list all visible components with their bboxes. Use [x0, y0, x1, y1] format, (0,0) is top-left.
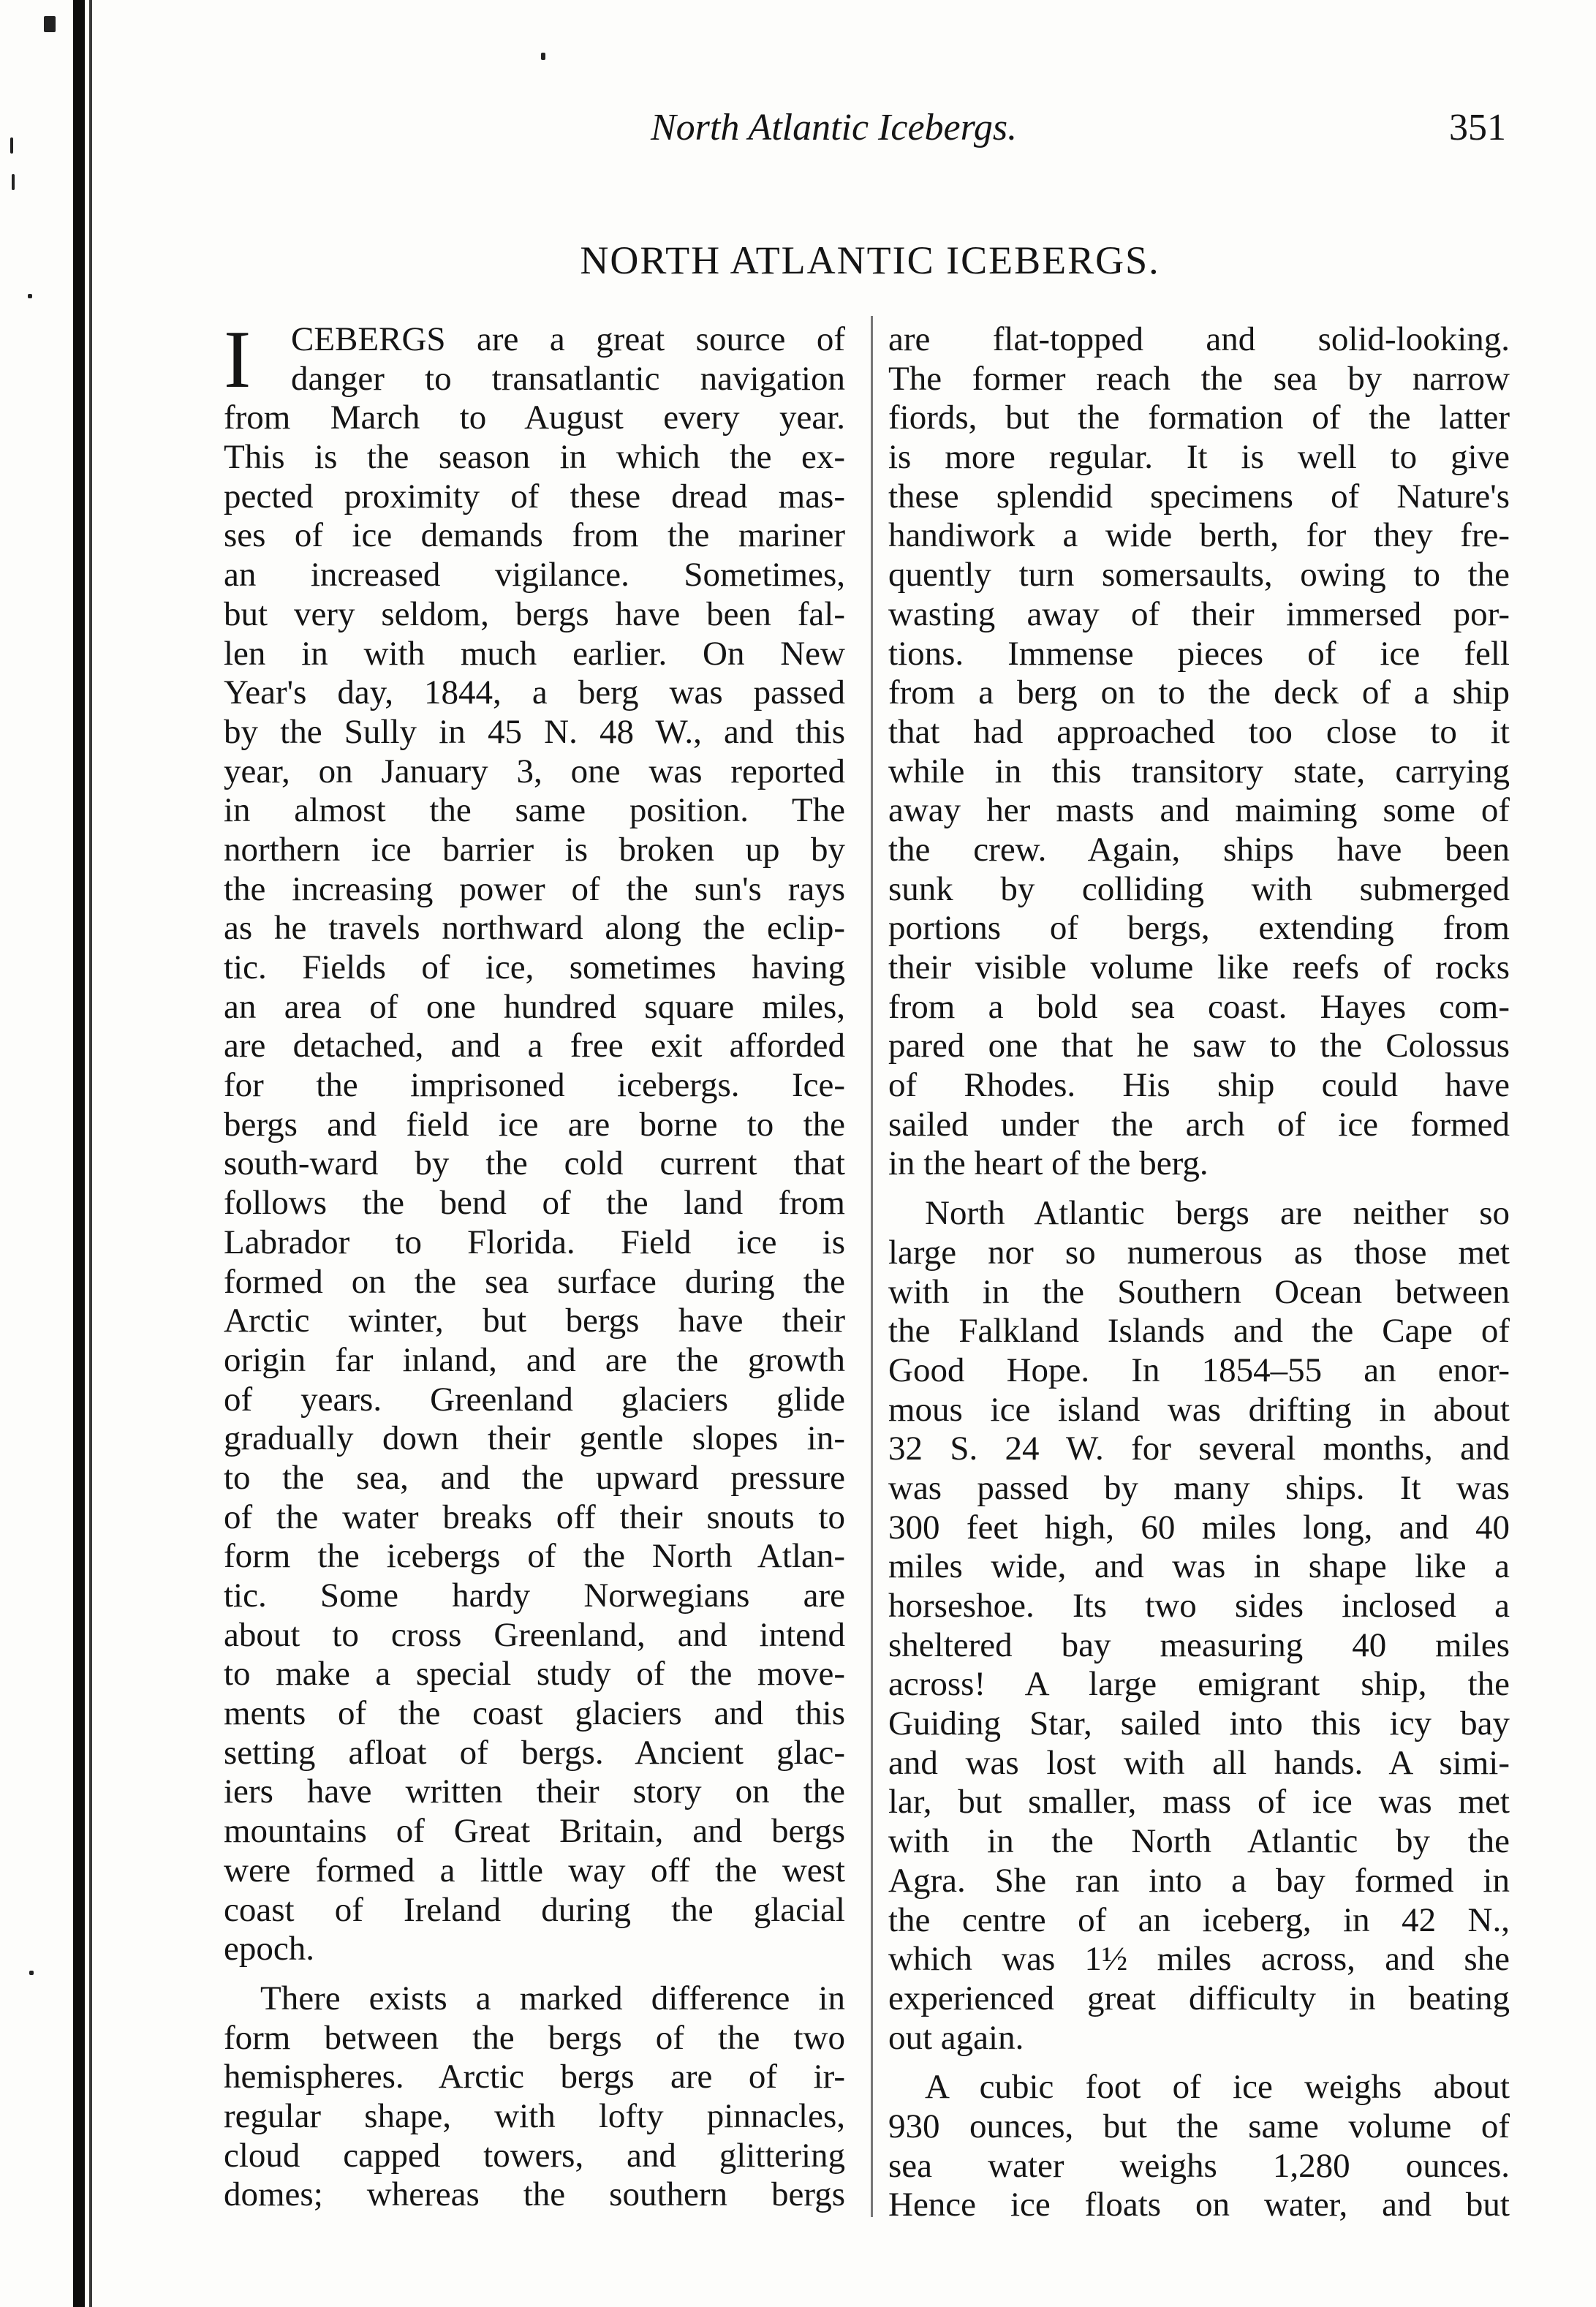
text-line: out again. [888, 2018, 1024, 2057]
text-line: follows the bend of the land from [224, 1184, 845, 1223]
text-line: This is the season in which the ex- [224, 438, 845, 477]
text-line: and was lost with all hands. A simi- [888, 1743, 1510, 1782]
text-line: year, on January 3, one was reported [224, 752, 845, 790]
text-line: lar, but smaller, mass of ice was met [888, 1783, 1510, 1821]
text-line: pected proximity of these dread mas- [224, 477, 845, 516]
text-line: for the imprisoned icebergs. Ice- [224, 1066, 845, 1105]
text-line: form the icebergs of the North Atlan- [224, 1537, 845, 1576]
text-line: which was 1½ miles across, and she [888, 1940, 1510, 1979]
text-line: Agra. She ran into a bay formed in [888, 1861, 1510, 1900]
paragraph-gap [224, 1969, 845, 1979]
text-line: gradually down their gentle slopes in- [224, 1419, 845, 1458]
left-column [224, 314, 845, 2214]
text-line-content: CEBERGS are a great source of [291, 320, 845, 358]
scan-speck [12, 174, 15, 190]
text-line: was passed by many ships. It was [888, 1468, 1510, 1507]
text-line: from a berg on to the deck of a ship [888, 673, 1510, 712]
text-line: handiwork a wide berth, for they fre- [888, 516, 1510, 555]
text-line: pared one that he saw to the Colossus [888, 1027, 1510, 1065]
text-line: these splendid specimens of Nature's [888, 477, 1510, 516]
text-line: in almost the same position. The [224, 791, 845, 830]
text-line: with in the Southern Ocean between [888, 1272, 1510, 1311]
text-line: form between the bergs of the two [224, 2018, 845, 2057]
text-line: Year's day, 1844, a berg was passed [224, 673, 845, 712]
text-line: A cubic foot of ice weighs about [925, 2068, 1510, 2107]
text-line: in the heart of the berg. [888, 1144, 1209, 1183]
text-line: from March to August every year. [224, 399, 845, 437]
text-line: experienced great difficulty in beating [888, 1979, 1510, 2017]
text-line: Arctic winter, but bergs have their [224, 1302, 845, 1340]
text-line: are detached, and a free exit afforded [224, 1027, 845, 1065]
text-line: that had approached too close to it [888, 712, 1510, 751]
text-line: danger to transatlantic navigation [291, 359, 845, 398]
text-line: mous ice island was drifting in about [888, 1390, 1510, 1429]
text-line: as he travels northward along the eclip- [224, 909, 845, 948]
text-line: hemispheres. Arctic bergs are of ir- [224, 2058, 845, 2096]
text-line: formed on the sea surface during the [224, 1262, 845, 1301]
text-line: from a bold sea coast. Hayes com- [888, 987, 1510, 1026]
text-line: tic. Some hardy Norwegians are [224, 1577, 845, 1615]
text-line: about to cross Greenland, and intend [224, 1615, 845, 1654]
text-line: miles wide, and was in shape like a [888, 1547, 1510, 1586]
text-line: across! A large emigrant ship, the [888, 1665, 1510, 1704]
text-line: to the sea, and the upward pressure [224, 1458, 845, 1497]
text-line: quently turn somersaults, owing to the [888, 556, 1510, 594]
text-line: Hence ice floats on water, and but [888, 2186, 1510, 2224]
text-line: to make a special study of the move- [224, 1655, 845, 1694]
binding-edge-shadow [73, 0, 85, 2307]
text-line: but very seldom, bergs have been fal- [224, 594, 845, 633]
text-line: setting afloat of bergs. Ancient glac- [224, 1733, 845, 1772]
text-line: ses of ice demands from the mariner [224, 516, 845, 555]
text-line: origin far inland, and are the growth [224, 1340, 845, 1379]
text-line: of years. Greenland glaciers glide [224, 1380, 845, 1419]
right-column [888, 320, 1510, 2224]
text-line: northern ice barrier is broken up by [224, 830, 845, 869]
text-line: bergs and field ice are borne to the [224, 1105, 845, 1144]
text-line: The former reach the sea by narrow [888, 359, 1510, 398]
text-line: wasting away of their immersed por- [888, 594, 1510, 633]
text-line: len in with much earlier. On New [224, 634, 845, 673]
drop-cap: I [224, 314, 251, 405]
paragraph-gap [888, 1184, 1510, 1194]
article-title: NORTH ATLANTIC ICEBERGS. [580, 238, 1160, 282]
text-line: the Falkland Islands and the Cape of [888, 1312, 1510, 1351]
page-number: 351 [1449, 107, 1506, 148]
text-line: away her masts and maiming some of [888, 791, 1510, 830]
scan-speck [28, 294, 32, 298]
text-line: 300 feet high, 60 miles long, and 40 [888, 1508, 1510, 1547]
binding-edge-line [89, 0, 92, 2307]
text-line: Guiding Star, sailed into this icy bay [888, 1704, 1510, 1743]
text-line: North Atlantic bergs are neither so [925, 1194, 1510, 1233]
text-line: Good Hope. In 1854–55 an enor- [888, 1351, 1510, 1389]
text-line: ments of the coast glaciers and this [224, 1694, 845, 1733]
scan-speck [44, 16, 56, 32]
text-line: large nor so numerous as those met [888, 1233, 1510, 1272]
text-line: 930 ounces, but the same volume of [888, 2107, 1510, 2145]
text-line: by the Sully in 45 N. 48 W., and this [224, 712, 845, 751]
running-title: North Atlantic Icebergs. [651, 107, 1018, 148]
text-line: epoch. [224, 1930, 314, 1968]
text-line: an area of one hundred square miles, [224, 987, 845, 1026]
text-line: cloud capped towers, and glittering [224, 2136, 845, 2175]
text-line: 32 S. 24 W. for several months, and [888, 1430, 1510, 1468]
text-line: of Rhodes. His ship could have [888, 1066, 1510, 1105]
text-line: the centre of an iceberg, in 42 N., [888, 1900, 1510, 1939]
text-line: with in the North Atlantic by the [888, 1822, 1510, 1861]
text-line: is more regular. It is well to give [888, 438, 1510, 477]
text-line: south-ward by the cold current that [224, 1144, 845, 1183]
text-line: mountains of Great Britain, and bergs [224, 1812, 845, 1851]
text-line: domes; whereas the southern bergs [224, 2175, 845, 2214]
text-line: Labrador to Florida. Field ice is [224, 1223, 845, 1261]
text-line: tions. Immense pieces of ice fell [888, 634, 1510, 673]
text-line: are flat-topped and solid-looking. [888, 320, 1510, 358]
text-line: were formed a little way off the west [224, 1851, 845, 1889]
text-line: iers have written their story on the [224, 1772, 845, 1811]
text-line: an increased vigilance. Sometimes, [224, 556, 845, 594]
running-head [409, 106, 1506, 172]
scan-speck [541, 53, 545, 60]
scan-speck [29, 1971, 34, 1975]
text-line: of the water breaks off their snouts to [224, 1498, 845, 1536]
text-line: while in this transitory state, carrying [888, 752, 1510, 790]
paragraph-gap [888, 2058, 1510, 2068]
text-line: horseshoe. Its two sides inclosed a [888, 1587, 1510, 1625]
text-line: sunk by colliding with submerged [888, 869, 1510, 908]
text-line: sailed under the arch of ice formed [888, 1105, 1510, 1144]
text-line: coast of Ireland during the glacial [224, 1890, 845, 1929]
column-divider [871, 316, 873, 2217]
text-line: There exists a marked difference in [260, 1979, 845, 2017]
text-line: fiords, but the formation of the latter [888, 399, 1510, 437]
text-line: tic. Fields of ice, sometimes having [224, 948, 845, 986]
text-line: sea water weighs 1,280 ounces. [888, 2146, 1510, 2185]
text-line: sheltered bay measuring 40 miles [888, 1626, 1510, 1664]
text-line: the crew. Again, ships have been [888, 830, 1510, 869]
text-line: the increasing power of the sun's rays [224, 869, 845, 908]
scan-speck [10, 137, 13, 154]
text-line: regular shape, with lofty pinnacles, [224, 2096, 845, 2135]
text-line: portions of bergs, extending from [888, 909, 1510, 948]
text-line: their visible volume like reefs of rocks [888, 948, 1510, 986]
